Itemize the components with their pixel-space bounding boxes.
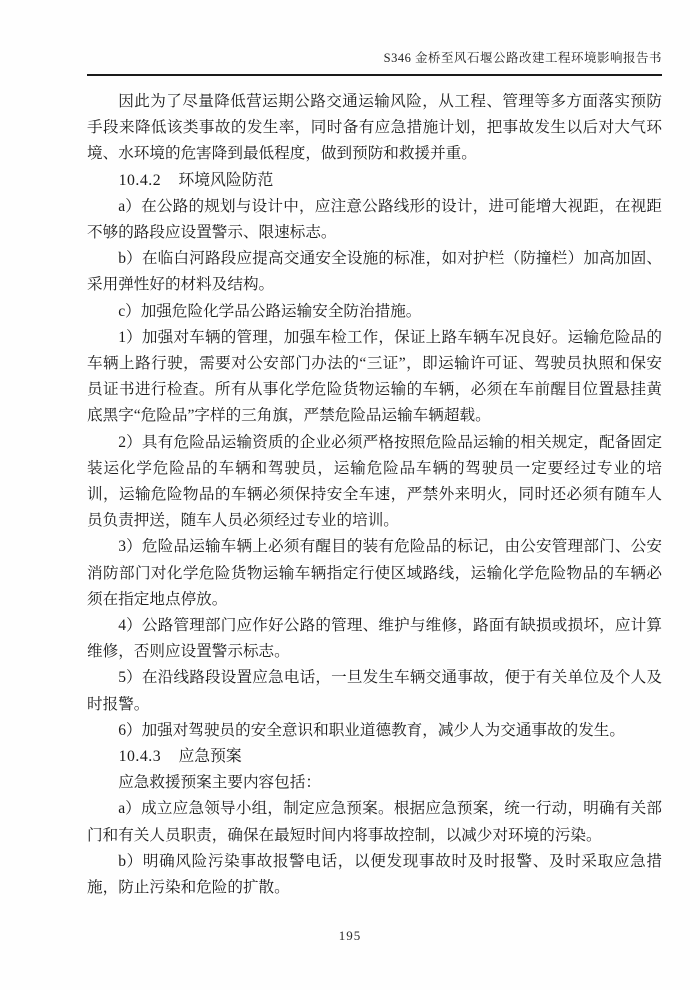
header-rule-divider bbox=[87, 74, 662, 76]
list-item-2: 2）具有危险品运输资质的企业必须严格按照危险品运输的相关规定，配备固定装运化学危险品的车辆和驾驶员，运输危险品车辆的驾驶员一定要经过专业的培训，运输危险物品的车辆必须保持安全车速，严禁外来明火，同时还必须有随车人员负责押送，随车人员必须经过专业的培训。 bbox=[87, 433, 662, 530]
emergency-item-a: a）成立应急领导小组，制定应急预案。根据应急预案，统一行动，明确有关部门和有关人员职责，确保在最短时间内将事故控制，以减少对环境的污染。 bbox=[87, 800, 662, 844]
list-item-4: 4）公路管理部门应作好公路的管理、维护与维修，路面有缺损或损坏，应计算维修，否则应设置警示标志。 bbox=[87, 617, 662, 661]
list-item-5: 5）在沿线路段设置应急电话，一旦发生车辆交通事故，便于有关单位及个人及时报警。 bbox=[87, 669, 662, 713]
section-heading-10-4-3 bbox=[87, 744, 662, 770]
list-item-b: b）在临白河路段应提高交通安全设施的标准，如对护栏（防撞栏）加高加固、采用弹性好的材料及结构。 bbox=[87, 250, 662, 294]
list-item-c: c）加强危险化学品公路运输安全防治措施。 bbox=[118, 302, 422, 320]
list-item-6: 6）加强对驾驶员的安全意识和职业道德教育，减少人为交通事故的发生。 bbox=[118, 721, 625, 739]
section-title: 环境风险防范 bbox=[178, 171, 274, 189]
section-heading-10-4-2 bbox=[87, 168, 662, 194]
running-header-title: S346 金桥至风石堰公路改建工程环境影响报告书 bbox=[383, 51, 662, 65]
document-body bbox=[87, 89, 662, 901]
section-number: 10.4.3 bbox=[118, 748, 162, 766]
emergency-item-b: b）明确风险污染事故报警电话，以便发现事故时及时报警、及时采取应急措施，防止污染和危险的扩散。 bbox=[87, 852, 662, 897]
page-number: 195 bbox=[338, 928, 362, 943]
list-item-a: a）在公路的规划与设计中，应注意公路线形的设计，进可能增大视距，在视距不够的路段应设置警示、限速标志。 bbox=[87, 197, 662, 242]
section-title: 应急预案 bbox=[178, 748, 242, 766]
list-item-1: 1）加强对车辆的管理，加强车检工作，保证上路车辆车况良好。运输危险品的车辆上路行驶，需要对公安部门办法的“三证”，即运输许可证、驾驶员执照和保安员证书进行检查。所有从事化学危险货物运输的车辆，必须在车前醒目位置悬挂黄底黑字“危险品”字样的三角旗，严禁危险品运输车辆超载。 bbox=[87, 328, 662, 425]
list-item-3: 3）危险品运输车辆上必须有醒目的装有危险品的标记，由公安管理部门、公安消防部门对化学危险货物运输车辆指定行使区域路线，运输化学危险物品的车辆必须在指定地点停放。 bbox=[87, 538, 662, 608]
page-content bbox=[87, 50, 662, 901]
emergency-intro-paragraph: 应急救援预案主要内容包括： bbox=[118, 774, 321, 792]
intro-paragraph: 因此为了尽量降低营运期公路交通运输风险，从工程、管理等多方面落实预防手段来降低该类事故的发生率，同时备有应急措施计划，把事故发生以后对大气环境、水环境的危害降到最低程度，做到预防和救援并重。 bbox=[87, 93, 662, 163]
section-number: 10.4.2 bbox=[118, 171, 162, 189]
